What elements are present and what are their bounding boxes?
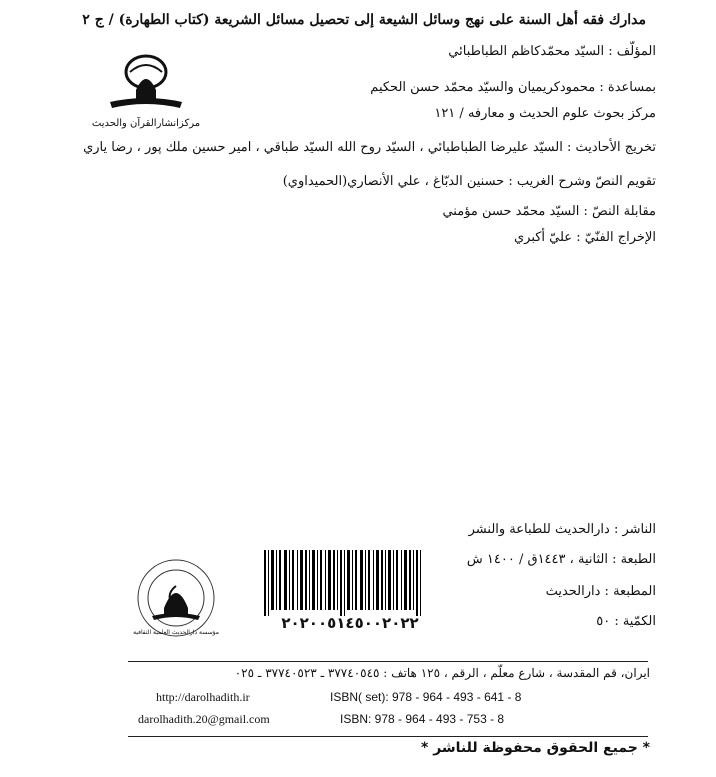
isbn-set: ISBN( set): 978 - 964 - 493 - 641 - 8 [330, 690, 522, 704]
email-link[interactable]: darolhadith.20@gmail.com [138, 712, 270, 726]
credit-art-direction: الإخراج الفنّيّ : عليّ أكبري [513, 230, 656, 245]
edition: الطبعة : الثانية ، ١٤٤٣ق / ١٤٠٠ ش [466, 552, 656, 567]
isbn-volume: ISBN: 978 - 964 - 493 - 753 - 8 [340, 712, 505, 726]
barcode [262, 542, 438, 642]
dar-al-hadith-logo-icon [134, 556, 218, 640]
publisher-address: ايران، قم المقدسة ، شارع معلّم ، الرقم ، ١٢٥ هاتف : ٣٧٧٤٠٥٤٥ ـ ٣٧٧٤٠٥٢٣ ـ ٠٢٥ [234, 666, 650, 680]
credit-assistance: بمساعدة : محمودكريميان والسيّد محمّد حسن الحكيم [370, 80, 656, 95]
publisher: الناشر : دارالحديث للطباعة والنشر [468, 522, 656, 537]
book-title: مدارك فقه أهل السنة على نهج وسائل الشيعة إلى تحصيل مسائل الشريعة (كتاب الطهارة) / ج ٢ [82, 12, 646, 28]
svg-text:مؤسسة دارالحديث العلمية الثقاف: مؤسسة دارالحديث العلمية الثقافية [133, 629, 219, 636]
separator-top [128, 661, 648, 662]
separator-bottom [128, 736, 648, 737]
rights-notice: * جميع الحقوق محفوظة للناشر * [421, 740, 650, 756]
credit-collation: مقابلة النصّ : السيّد محمّد حسن مؤمني [442, 204, 656, 219]
barcode-number: ٢٠٢٠٠٥١٤٥٠٠٢٠٢٢ [281, 614, 419, 632]
credit-author: المؤلّف : السيّد محمّدكاظم الطباطبائي [448, 44, 656, 59]
svg-text:مرکزانشارالقرآن والحدیث: مرکزانشارالقرآن والحدیث [91, 118, 201, 129]
website-link[interactable]: http://darolhadith.ir [156, 690, 250, 704]
publisher-logo-icon [91, 50, 201, 134]
credit-center: مركز بحوث علوم الحديث و معارفه / ١٢١ [434, 106, 656, 121]
quantity: الكمّية : ٥٠ [596, 614, 656, 629]
credit-hadith-extraction: تخريج الأحاديث : السيّد عليرضا الطباطبائي ، السيّد روح الله السيّد طباقي ، امير حسين ملك پور ، رضا ياري [83, 140, 656, 155]
credit-text-editing: تقويم النصّ وشرح الغريب : حسنين الدبّاغ ، علي الأنصاري(الحميداوي) [282, 174, 656, 189]
printing-house: المطبعة : دارالحديث [545, 584, 656, 599]
